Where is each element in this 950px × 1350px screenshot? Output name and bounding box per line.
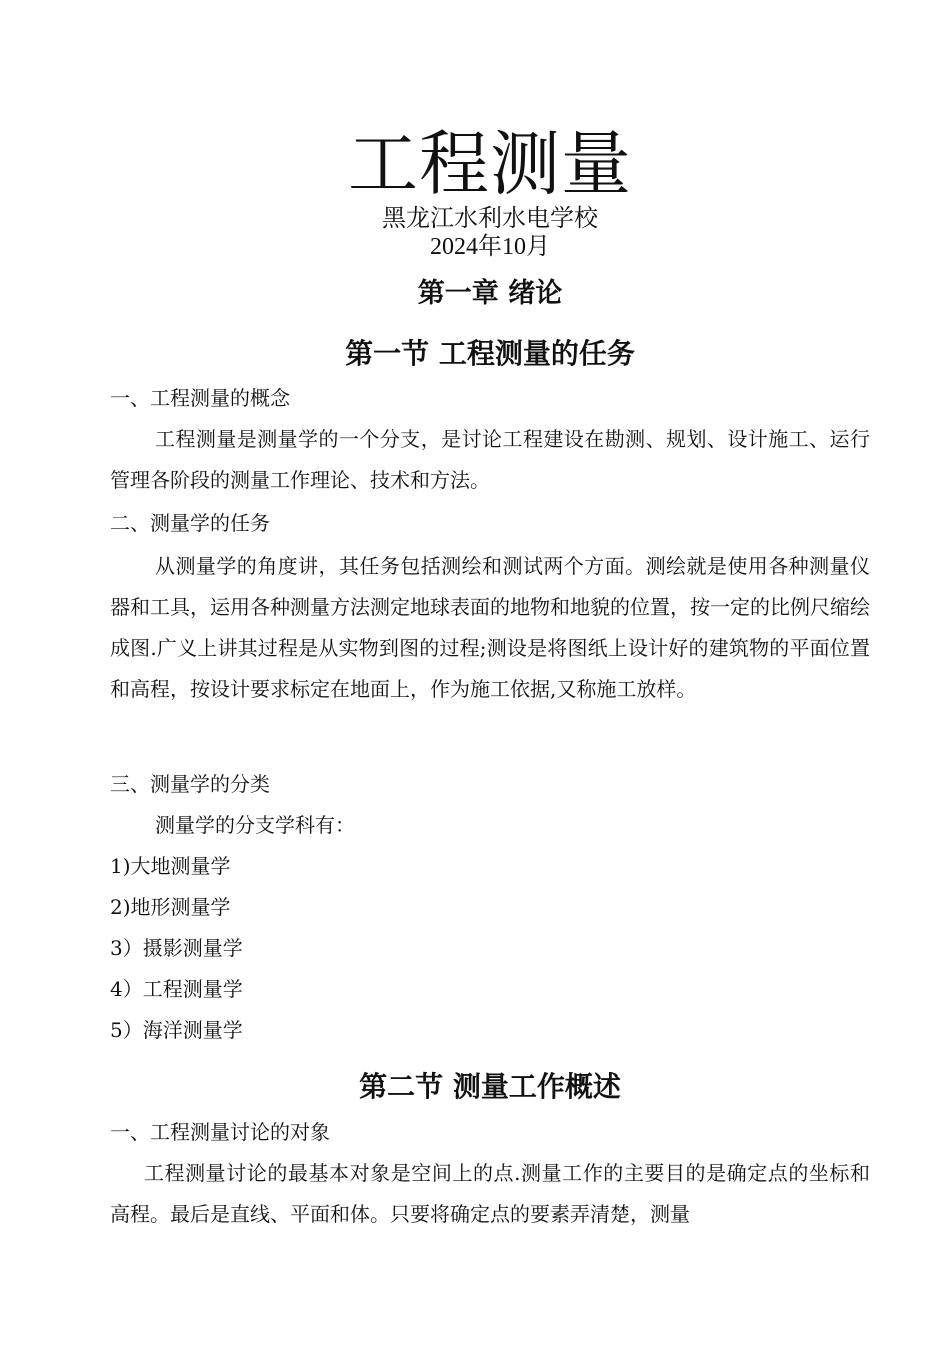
section1-sub1-paragraph: 工程测量是测量学的一个分支，是讨论工程建设在勘测、规划、设计施工、运行管理各阶段的测量工作理论、技术和方法。 [110, 427, 870, 492]
branch-list-item: 4）工程测量学 [110, 977, 243, 1001]
section2-sub1-paragraph: 工程测量讨论的最基本对象是空间上的点.测量工作的主要目的是确定点的坐标和高程。最后是直线、平面和体。只要将确定点的要素弄清楚，测量 [110, 1161, 870, 1226]
section1-sub2-paragraph: 从测量学的角度讲，其任务包括测绘和测试两个方面。测绘就是使用各种测量仪器和工具，运用各种测量方法测定地球表面的地物和地貌的位置，按一定的比例尺缩绘成图.广义上讲其过程是从实物到图的过程;测设是将图纸上设计好的建筑物的平面位置和高程，按设计要求标定在地面上，作为施工依据,又称施工放样。 [110, 554, 870, 701]
section1-sub3-heading: 三、测量学的分类 [110, 772, 270, 796]
section1-sub1-heading: 一、工程测量的概念 [110, 386, 290, 410]
section2-heading: 第二节 测量工作概述 [359, 1070, 621, 1103]
branch-list-item: 1)大地测量学 [110, 854, 231, 878]
section2-sub1-heading: 一、工程测量讨论的对象 [110, 1120, 330, 1144]
branch-list-item: 3）摄影测量学 [110, 936, 243, 960]
chapter-heading: 第一章 绪论 [417, 278, 563, 309]
section1-sub3-intro: 测量学的分支学科有： [155, 813, 355, 837]
section1-sub2-heading: 二、测量学的任务 [110, 511, 270, 535]
document-date: 2024年10月 [430, 234, 550, 260]
document-title: 工程测量 [348, 123, 632, 205]
branch-list-item: 2)地形测量学 [110, 895, 231, 919]
branch-list-item: 5）海洋测量学 [110, 1018, 243, 1042]
organization-name: 黑龙江水利水电学校 [382, 204, 598, 232]
section1-heading: 第一节 工程测量的任务 [345, 337, 635, 370]
